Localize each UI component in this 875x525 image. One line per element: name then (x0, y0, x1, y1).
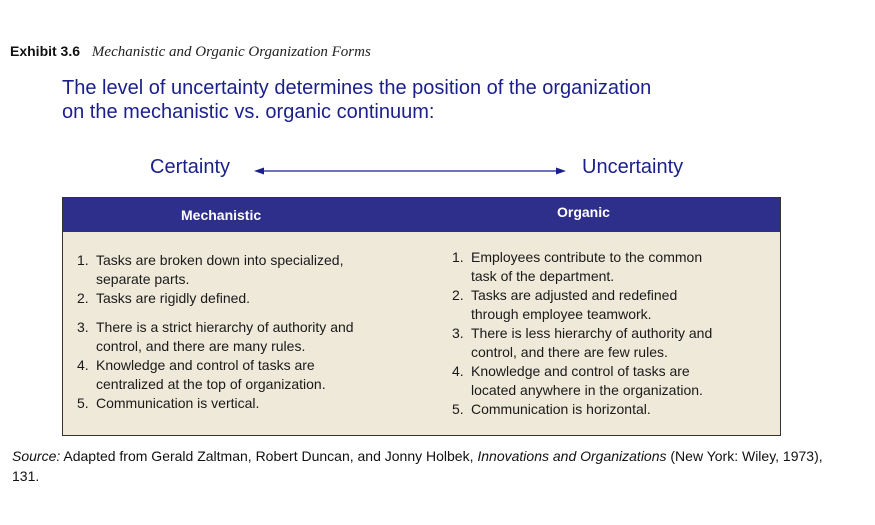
list-item (77, 394, 397, 413)
source-text-after: (New York: Wiley, 1973), 131. (12, 448, 823, 484)
organic-heading: Organic (557, 204, 610, 220)
item-text-line: located anywhere in the organization. (471, 382, 703, 398)
item-text-line: Tasks are adjusted and redefined (471, 287, 678, 303)
organic-list (452, 248, 772, 419)
item-number: 3. (452, 325, 464, 341)
item-text-line: There is less hierarchy of authority and (471, 325, 713, 341)
item-text-line: Tasks are rigidly defined. (96, 290, 251, 306)
intro-line-1: The level of uncertainty determines the position of the organization (62, 77, 652, 99)
list-item (77, 289, 397, 308)
list-item (452, 400, 772, 419)
list-item (452, 324, 772, 362)
mechanistic-heading: Mechanistic (181, 207, 262, 223)
item-text-line: through employee teamwork. (471, 306, 652, 322)
item-text-line: control, and there are many rules. (96, 338, 306, 354)
item-text-line: centralized at the top of organization. (96, 376, 326, 392)
item-number: 4. (452, 363, 464, 379)
item-text-line: Communication is horizontal. (471, 401, 651, 417)
certainty-label: Certainty (150, 156, 231, 178)
list-item (77, 356, 397, 394)
list-item (452, 362, 772, 400)
item-number: 1. (77, 252, 89, 268)
item-text-line: control, and there are few rules. (471, 344, 668, 360)
intro-statement (62, 76, 762, 124)
item-number: 2. (452, 287, 464, 303)
uncertainty-label: Uncertainty (582, 156, 684, 178)
item-text-line: Employees contribute to the common (471, 249, 703, 265)
item-number: 5. (77, 395, 89, 411)
list-item (452, 248, 772, 286)
exhibit-caption (10, 43, 371, 61)
source-label: Source: (12, 448, 61, 464)
item-number: 5. (452, 401, 464, 417)
item-number: 3. (77, 319, 89, 335)
item-number: 4. (77, 357, 89, 373)
comparison-table (62, 197, 781, 436)
list-item (452, 286, 772, 324)
double-headed-arrow-icon (254, 164, 566, 178)
item-text-line: Communication is vertical. (96, 395, 260, 411)
exhibit-title: Mechanistic and Organic Organization Forms (91, 44, 371, 60)
list-item (77, 251, 397, 289)
item-text-line: separate parts. (96, 271, 190, 287)
item-text-line: Knowledge and control of tasks are (96, 357, 315, 373)
item-text-line: task of the department. (471, 268, 615, 284)
certainty-continuum (0, 156, 875, 186)
table-header (63, 198, 780, 232)
mechanistic-list (77, 251, 397, 413)
item-text-line: There is a strict hierarchy of authority and (96, 319, 354, 335)
exhibit-label: Exhibit 3.6 (10, 43, 81, 59)
list-item (77, 318, 397, 356)
item-text-line: Tasks are broken down into specialized, (96, 252, 344, 268)
source-text-before: Adapted from Gerald Zaltman, Robert Duncan, and Jonny Holbek, (60, 448, 478, 464)
item-number: 1. (452, 249, 464, 265)
item-text-line: Knowledge and control of tasks are (471, 363, 690, 379)
source-citation (12, 446, 852, 486)
intro-line-2: on the mechanistic vs. organic continuum: (62, 101, 435, 123)
item-number: 2. (77, 290, 89, 306)
source-book-title: Innovations and Organizations (477, 448, 667, 464)
